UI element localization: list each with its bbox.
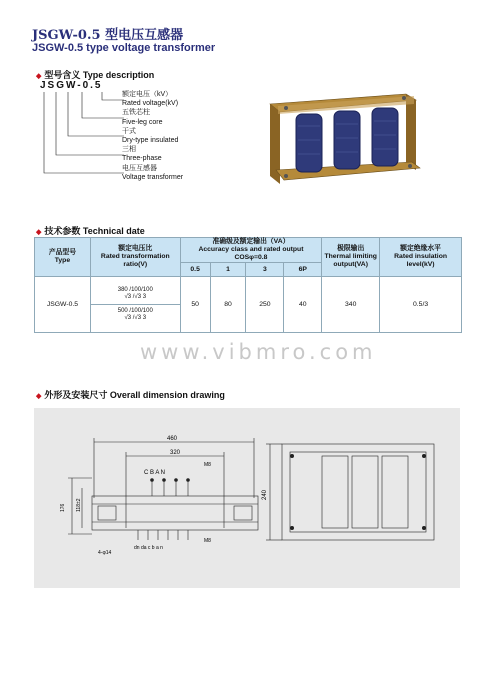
- ratio2-num: 500 /100/100: [117, 308, 153, 314]
- class-header: 6P: [284, 263, 322, 277]
- diamond-icon: ◆: [36, 393, 42, 400]
- code-bracket-lines: [38, 90, 128, 180]
- title-en: JSGW-0.5 type voltage transformer: [32, 42, 216, 54]
- insulation-cell: 0.5/3: [380, 277, 462, 333]
- col-model-header: 产品型号 Type: [35, 238, 91, 277]
- legend-line: 电压互感器: [122, 164, 157, 172]
- output-cell: 40: [284, 277, 322, 333]
- holes-label: 4-φ14: [98, 550, 112, 556]
- output-cell: 250: [246, 277, 284, 333]
- m-top: M8: [204, 462, 211, 468]
- output-cell: 80: [210, 277, 246, 333]
- model-cell: JSGW-0.5: [35, 277, 91, 333]
- col-ratio-header: 额定电压比 Rated transformation ratio(V): [90, 238, 180, 277]
- tech-heading: ◆ 技术参数 Technical date: [36, 226, 145, 236]
- terminals-bottom: dn da c b a n: [134, 545, 163, 551]
- col-insulation-header: 额定绝缘水平 Rated insulation level(kV): [380, 238, 462, 277]
- legend-line: 五铁芯柱: [122, 109, 150, 117]
- legend-line: Three-phase: [122, 155, 162, 163]
- m-bottom: M8: [204, 538, 211, 544]
- dim-side: 240: [262, 489, 268, 500]
- class-header: 0.5: [180, 263, 210, 277]
- legend-line: 三相: [122, 146, 136, 154]
- dimension-drawing: [34, 408, 460, 588]
- spec-table: [34, 237, 462, 333]
- drawing-heading: ◆ 外形及安装尺寸 Overall dimension drawing: [36, 390, 225, 400]
- class-header: 3: [246, 263, 284, 277]
- output-cell: 50: [180, 277, 210, 333]
- dim-inner: 320: [169, 450, 181, 456]
- ratio-cell: [90, 277, 180, 333]
- code-legend: [122, 90, 183, 182]
- transformer-photo: [256, 84, 428, 194]
- legend-line: Dry-type insulated: [122, 137, 179, 145]
- legend-line: 额定电压（kV）: [122, 91, 173, 98]
- thermal-cell: 340: [322, 277, 380, 333]
- diamond-icon: ◆: [36, 229, 42, 236]
- ratio1-den: √3 /√3 3: [124, 294, 147, 300]
- col-thermal-header: 极限输出 Thermal limiting output(VA): [322, 238, 380, 277]
- legend-line: Rated voltage(kV): [122, 100, 179, 108]
- type-desc-heading: ◆ 型号含义 Type description: [36, 70, 155, 80]
- diamond-icon: ◆: [36, 73, 42, 80]
- dim-total: 460: [166, 436, 178, 442]
- legend-line: 干式: [122, 127, 136, 135]
- dim-mid: 118±2: [76, 498, 82, 512]
- dim-height: 176: [60, 503, 66, 512]
- terminals-top: C B A N: [144, 470, 166, 476]
- ratio2-den: √3 /√3 3: [124, 315, 147, 321]
- ratio1-num: 380 /100/100: [117, 287, 153, 293]
- class-header: 1: [210, 263, 246, 277]
- legend-line: Voltage transformer: [122, 173, 184, 181]
- col-accuracy-header: 准确级及额定输出（VA） Accuracy class and rated output COSφ=0.8: [180, 238, 322, 263]
- watermark: www.vibmro.com: [140, 340, 377, 364]
- legend-line: Five-leg core: [122, 118, 163, 126]
- title-cn: JSGW-0.5 型电压互感器: [32, 28, 184, 43]
- model-code: JSGW-0.5: [40, 80, 103, 91]
